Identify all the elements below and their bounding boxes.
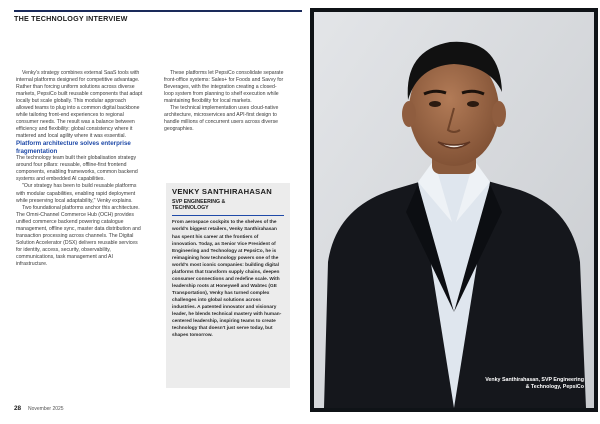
paragraph: These platforms let PepsiCo consolidate separate front-office systems: Sales+ for Foods and Savvy for Beverages, with the integration creating a closed-loop system from planning to shelf execution while maintaining flexibility for local markets.: [164, 70, 284, 105]
paragraph: Two foundational platforms anchor this architecture. The Omni-Channel Commerce Hub (OCH) provides unified commerce backend powering catalogue management, offline sync, master data distribution and transaction processing across channels. The Digital Solution Accelerator (DSX) delivers reusable services for identity, access, security, observability, communications, task management and AI infrastructure.: [16, 204, 141, 267]
paragraph: The technology team built their globalisation strategy around four pillars: reusable, offline-first frontend components, enabling frameworks, common backend systems and embedded AI capabilities.: [16, 155, 138, 183]
eye-right: [467, 101, 479, 107]
article-column-middle: [164, 70, 286, 133]
ear-right: [492, 101, 506, 127]
bio-text: From aerospace cockpits to the shelves of the world's biggest retailers, Venky Santhirahasan has spent his career at the frontiers of innovation. Today, as Senior Vice President of Engineering and Technology at PepsiCo, he is reimagining how technology powers one of the world's most iconic companies: building digital platforms that transform supply chains, deepen consumer connections and redefine scale. With leadership roots at Honeywell and Wabtec (GE Transportation), Venky has turned complex challenges into global solutions across industries. A patented innovator and visionary leader, he blends technical mastery with human-centered leadership, inspiring teams to create technology that doesn't just serve today, but shapes tomorrow.: [172, 220, 282, 339]
portrait-illustration: [314, 12, 594, 408]
bio-role: SVP ENGINEERING & TECHNOLOGY: [172, 199, 226, 212]
paragraph: The technical implementation uses cloud-native architecture, microservices and API-first design to handle millions of concurrent users across diverse geographies.: [164, 105, 279, 133]
photo-caption: Venky Santhirahasan, SVP Engineering & Technology, PepsiCo: [485, 377, 584, 390]
paragraph: Venky's strategy combines external SaaS tools with internal platforms designed for competitive advantage. Rather than forcing uniform solutions across diverse markets, PepsiCo built reusable components that adapt locally but scale globally. This modular approach allowed teams to plug into a common digital backbone while tailoring front-end experiences to regional consumer needs. The result was a balance between efficiency and flexibility: global consistency where it mattered and local agility where it was essential.: [16, 70, 143, 140]
quote-paragraph: "Our strategy has been to build reusable platforms with modular capabilities, enabling rapid deployment while preserving local adaptability," Venky explains.: [16, 183, 137, 204]
ear-left: [402, 101, 416, 127]
article-column-left: [16, 70, 144, 268]
issue-date: November 2025: [28, 406, 64, 412]
bio-name: VENKY SANTHIRAHASAN: [172, 187, 273, 196]
header-rule: [14, 10, 302, 12]
bio-divider: [172, 215, 284, 216]
subheading: Platform architecture solves enterprise fragmentation: [16, 140, 131, 155]
page-number: 28: [14, 405, 22, 412]
eye-left: [429, 101, 441, 107]
bio-sidebar: [166, 183, 290, 388]
section-title: THE TECHNOLOGY INTERVIEW: [14, 14, 128, 23]
portrait-photo: [310, 8, 598, 412]
